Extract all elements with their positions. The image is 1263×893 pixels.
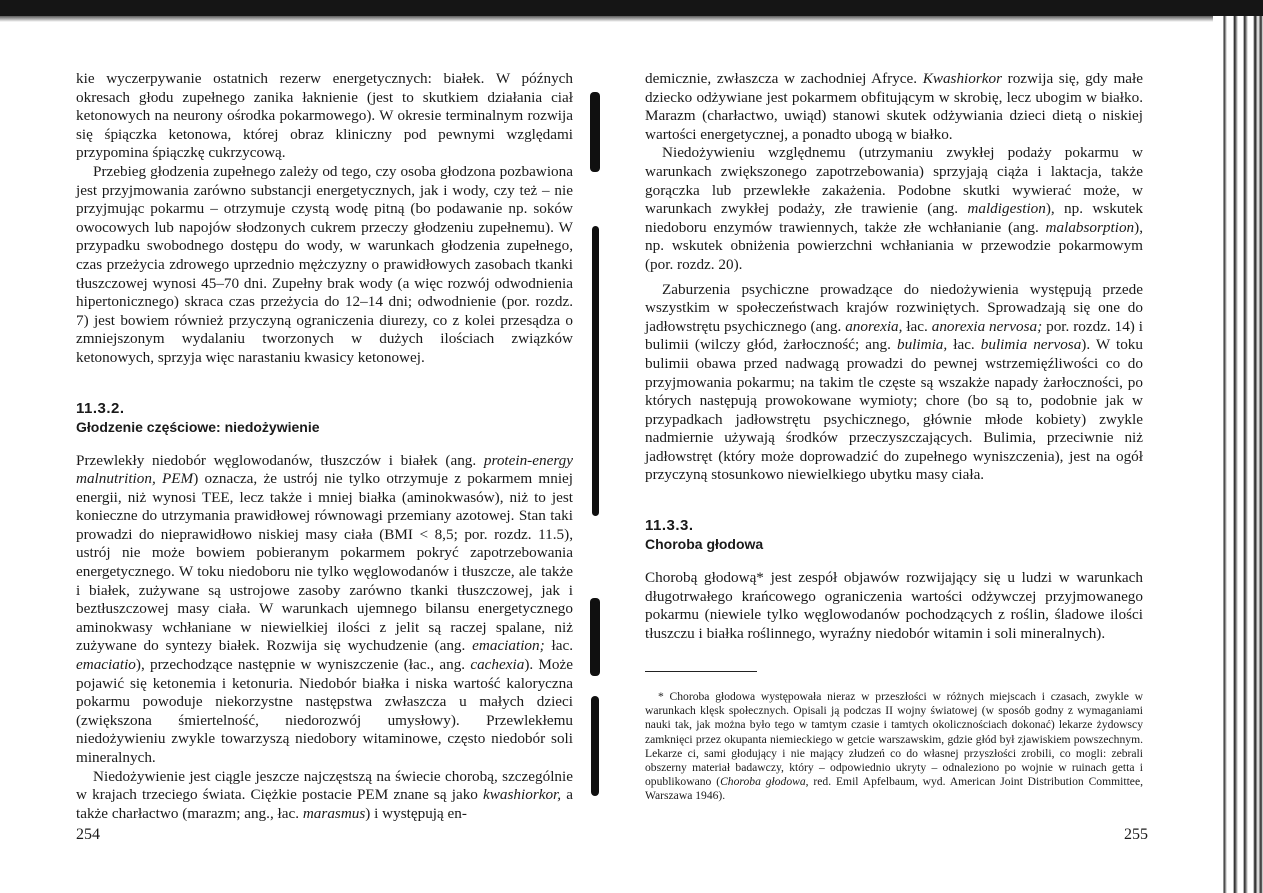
- left-paragraph-4: Niedożywienie jest ciągle jeszcze najczęstszą na świecie chorobą, szczególnie w krajach trzeciego świata. Ciężkie postacie PEM znane są jako kwashiorkor, a także charłactwo (marazm; ang., łac. marasmus) i występują en-: [76, 767, 573, 822]
- right-paragraph-3: Zaburzenia psychiczne prowadzące do niedożywienia występują przede wszystkim w społeczeństwach krajów rozwiniętych. Sprowadzają się one do jadłowstrętu psychicznego (ang. anorexia, łac. anorexia nervosa; por. rozdz. 14) i bulimii (wilczy głód, żarłoczność; ang. bulimia, łac. bulimia nervosa). W toku bulimii obawa przed nadwagą prowadzi do pewnej wstrzemięźliwości co do przyjmowania pokarmu; na takim tle częste są wszakże napady żarłoczności, po których następują prowokowane wymioty; chore (bo są to, podobnie jak w przypadkach jadłowstrętu psychicznego, głównie młode kobiety) zwykle nadmiernie używają środków przeczyszczających. Bulimia, przeciwnie niż jadłowstręt (który może doprowadzić do zupełnego wyniszczenia), jest na ogół przyczyną stosunkowo niewielkiego ubytku masy ciała.: [645, 280, 1143, 484]
- footnote-separator: [645, 671, 757, 672]
- section-title: Głodzenie częściowe: niedożywienie: [76, 418, 320, 435]
- section-number: 11.3.2.: [76, 399, 125, 417]
- book-spine-shadow: [590, 598, 600, 676]
- book-spine-shadow: [591, 696, 599, 796]
- footnote: [645, 690, 1143, 804]
- scan-top-shadow: [0, 0, 1263, 16]
- left-paragraph-2: Przebieg głodzenia zupełnego zależy od tego, czy osoba głodzona pozbawiona jest przyjmowania zarówno substancji energetycznych, jak i wody, czy też – nie przyjmując pokarmu – otrzymuje czystą wodę pitną (bo podawanie np. soków owocowych lub napojów słodzonych cukrem przeczy głodzeniu zupełnemu). W przypadku swobodnego dostępu do wody, w warunkach głodzenia zupełnego, czas przeżycia zdrowego uprzednio mężczyzny o prawidłowych zasobach tkanki tłuszczowej wynosi 45–70 dni. Zupełny brak wody (a więc rozwój odwodnienia hipertonicznego) skraca czas przeżycia do 12–14 dni; odwodnienie (por. rozdz. 7) jest bowiem również przyczyną ograniczenia diurezy, co z kolei przesądza o zmniejszonym wydalaniu tworzonych w dużych ilościach związków ketonowych, sprzyja więc narastaniu kwasicy ketonowej.: [76, 162, 573, 366]
- right-page-number: 255: [1124, 826, 1148, 843]
- footnote-text: * Choroba głodowa występowała nieraz w przeszłości w różnych miejscach i czasach, zwykle w warunkach klęsk społecznych. Opisali ją podczas II wojny światowej (w sposób godny z wymaganiami nauki tak, jak można było tego w tamtym czasie i tamtych okolicznościach dokonać) lekarze żydowscy zamknięci przez okupanta niemieckiego w getcie warszawskim, gdzie głód był zjawiskiem powszechnym. Lekarze ci, sami głodujący i nie mający złudzeń co do własnej przyszłości zrobili, co mogli: zebrali obszerny materiał badawczy, który – odpowiednio ukryty – odnaleziono po wojnie w ruinach getta i opublikowano (Choroba głodowa, red. Emil Apfelbaum, wyd. American Joint Distribution Committee, Warszawa 1946).: [645, 690, 1143, 803]
- left-paragraph-1: kie wyczerpywanie ostatnich rezerw energetycznych: białek. W późnych okresach głodu zupełnego zanika łaknienie (jest to skutkiem działania ciał ketonowych na neurony ośrodka pokarmowego). W okresie terminalnym rozwija się śpiączka ketonowa, której obraz kliniczny pod pewnymi względami przypomina śpiączkę cukrzycową.: [76, 70, 573, 162]
- scan-top-shadow-fade: [0, 16, 1263, 22]
- page-edge-shadow: [1213, 16, 1263, 893]
- section-number: 11.3.3.: [645, 517, 694, 535]
- right-page: [645, 70, 1143, 643]
- right-paragraph-2: Niedożywieniu względnemu (utrzymaniu zwykłej podaży pokarmu w warunkach zwiększonego zapotrzebowania) sprzyjają ciąża i laktacja, także gorączka lub przewlekłe zakażenia. Podobne skutki wywierać może, w warunkach zwykłej podaży, złe trawienie (ang. maldigestion), np. wskutek niedoboru enzymów trawiennych, także złe wchłanianie (ang. malabsorption), np. wskutek obniżenia powierzchni wchłaniania w przewodzie pokarmowym (por. rozdz. 20).: [645, 144, 1143, 273]
- right-paragraph-1: demicznie, zwłaszcza w zachodniej Afryce. Kwashiorkor rozwija się, gdy małe dziecko odżywiane jest pokarmem obfitującym w skrobię, lecz ubogim w białko. Marazm (charłactwo, uwiąd) stanowi skutek odżywiania dzieci dietą o niskiej wartości energetycznej, a ponadto ubogą w białko.: [645, 70, 1144, 143]
- book-spine-shadow: [592, 226, 599, 516]
- left-paragraph-3: Przewlekły niedobór węglowodanów, tłuszczów i białek (ang. protein-energy malnutrition, PEM) oznacza, że ustrój nie tylko otrzymuje z pokarmem mniej energii, niż wynosi TEE, lecz także i mniej białka (aminokwasów), niż to jest konieczne do utrzymania prawidłowej równowagi przemiany azotowej. Stan taki prowadzi do nieprawidłowo niskiej masy ciała (BMI < 8,5; por. rozdz. 11.5), ustrój nie może bowiem pobieranym pokarmem pokryć zapotrzebowania energetycznego. W toku niedoboru nie tylko węglowodanów i tłuszcze, ale także i białek, zużywane są ustrojowe zasoby zarówno tkanki tłuszczowej, jak i beztłuszczowej masy ciała. W warunkach ujemnego bilansu energetycznego aminokwasy wchłaniane w niewielkiej ilości z jelit są raczej spalane, niż zużywane do syntezy białek. Rozwija się wychudzenie (ang. emaciation; łac. emaciatio), przechodzące następnie w wyniszczenie (łac., ang. cachexia). Może pojawić się ketonemia i ketonuria. Niedobór białka i niska wartość kaloryczna pokarmu powoduje niekorzystne następstwa zwłaszcza u małych dzieci (zwiększona śmiertelność, niedorozwój umysłowy). Przewlekłemu niedożywieniu zwykle towarzyszą niedobory witaminowe, często niedobór soli mineralnych.: [76, 451, 574, 766]
- section-title: Choroba głodowa: [645, 536, 764, 553]
- right-paragraph-4: Chorobą głodową* jest zespół objawów rozwijający się u ludzi w warunkach długotrwałego krańcowego ograniczenia wartości odżywczej przyjmowanego pokarmu (niewiele tylko węglowodanów pochodzących z roślin, śladowe ilości tłuszczu i białka roślinnego, wyraźny niedobór witamin i soli mineralnych).: [645, 569, 1143, 642]
- book-spine-shadow: [590, 92, 600, 172]
- left-page-number: 254: [76, 826, 100, 843]
- left-page: [76, 70, 573, 823]
